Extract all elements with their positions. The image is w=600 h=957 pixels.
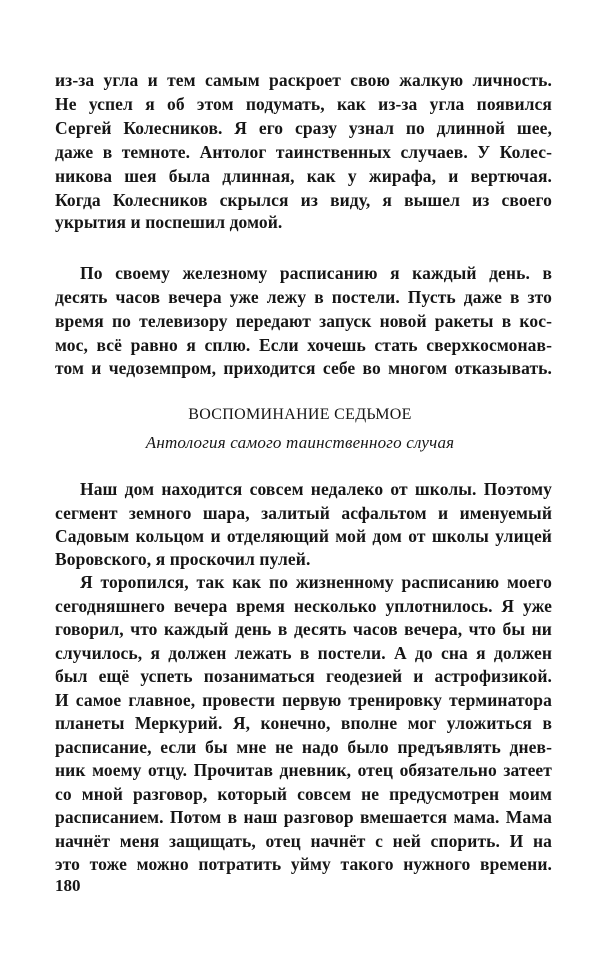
text-line: расписанием. Потом в наш разговор вмешается мама. Мама [55, 807, 552, 827]
text-line: говорил, что каждый день в десять часов вечера, что бы ни [55, 619, 552, 639]
text-line: время по телевизору передают запуск новой ракеты в кос- [55, 311, 552, 331]
text-line: По своему железному расписанию я каждый день. в [80, 263, 552, 283]
text-line: Садовым кольцом и отделяющий мой дом от школы улицей [55, 526, 552, 546]
section-subtitle: Антология самого таинственного случая [145, 433, 455, 452]
text-line: никова шея была длинная, как у жирафа, и вертючая. [55, 166, 552, 186]
text-line: начнёт меня защищать, отец начнёт с ней спорить. И на [55, 831, 552, 851]
text-line: Воровского, я проскочил пулей. [55, 549, 311, 569]
text-line: из-за угла и тем самым раскроет свою жалкую личность. [55, 70, 552, 90]
text-line: был ещё успеть позаниматься геодезией и астрофизикой. [55, 666, 552, 686]
text-line: мос, всё равно я сплю. Если хочешь стать сверхкосмонав- [55, 335, 552, 355]
page-number: 180 [55, 876, 81, 895]
text-line: случилось, я должен лежать в постели. А до сна я должен [55, 643, 552, 663]
text-line: И самое главное, провести первую тренировку терминатора [55, 690, 552, 710]
text-line: сегодняшнего вечера время несколько уплотнилось. Я уже [55, 596, 552, 616]
text-line: это тоже можно потратить уйму такого нужного времени. [55, 854, 552, 874]
text-line: Я торопился, так как по жизненному расписанию моего [80, 572, 552, 592]
text-line: Когда Колесников скрылся из виду, я вышел из своего [55, 190, 552, 210]
text-line: даже в темноте. Антолог таинственных случаев. У Колес- [55, 142, 552, 162]
text-line: Сергей Колесников. Я его сразу узнал по длинной шее, [55, 118, 552, 138]
text-line: том и чедоземпром, приходится себе во многом отказывать. [55, 358, 552, 378]
text-line: ник моему отцу. Прочитав дневник, отец обязательно затеет [55, 760, 552, 780]
text-line: расписание, если бы мне не надо было предъявлять днев- [55, 737, 552, 757]
text-line: Наш дом находится совсем недалеко от школы. Поэтому [80, 479, 552, 499]
section-title: ВОСПОМИНАНИЕ СЕДЬМОЕ [188, 406, 412, 423]
text-line: со мной разговор, который совсем не предусмотрен моим [55, 784, 552, 804]
text-line: сегмент земного шара, залитый асфальтом и именуемый [55, 503, 552, 523]
text-line: укрытия и поспешил домой. [55, 212, 283, 232]
text-line: планеты Меркурий. Я, конечно, вполне мог уложиться в [55, 713, 552, 733]
text-line: Не успел я об этом подумать, как из-за угла появился [55, 94, 552, 114]
text-line: десять часов вечера уже лежу в постели. Пусть даже в зто [55, 287, 552, 307]
